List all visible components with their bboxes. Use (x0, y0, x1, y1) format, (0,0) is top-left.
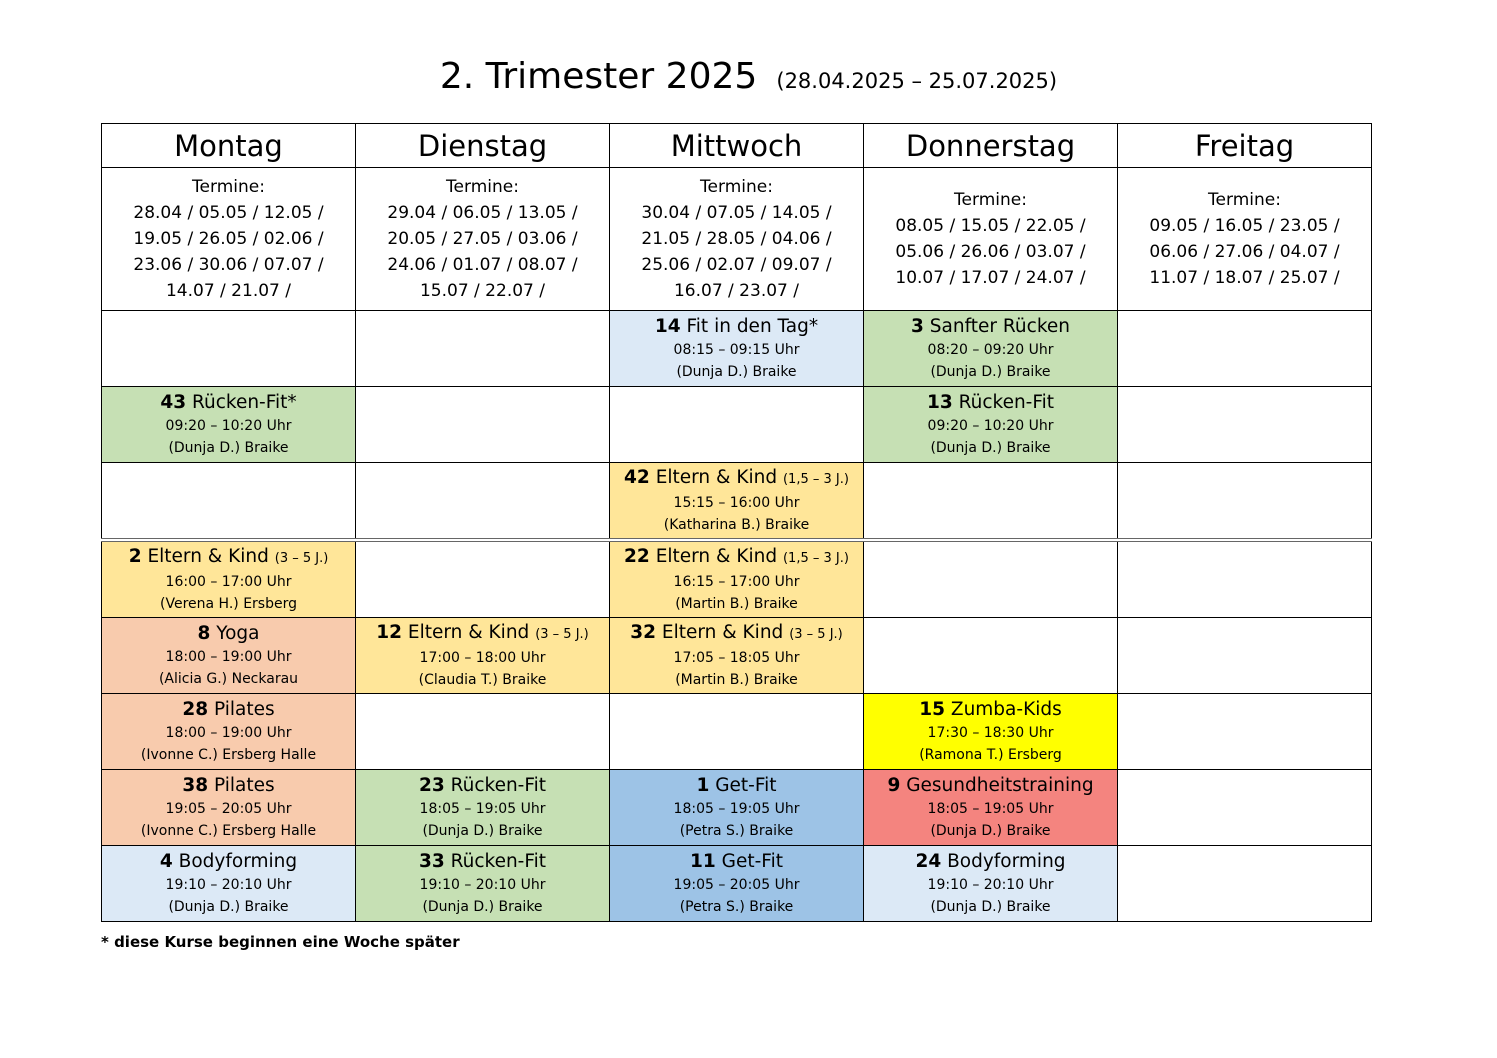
termine-dates-line: 08.05 / 15.05 / 22.05 / (895, 216, 1086, 236)
course-name: Get-Fit (721, 850, 783, 872)
empty-cell (864, 540, 1118, 618)
course-title (356, 621, 609, 647)
course-teacher: (Dunja D.) Braike (168, 898, 289, 915)
termine-cell (1118, 168, 1372, 311)
termine-dates-line: 23.06 / 30.06 / 07.07 / (133, 255, 324, 275)
empty-cell (1118, 311, 1372, 387)
course-time: 19:10 – 20:10 Uhr (419, 876, 546, 893)
course-cell (610, 540, 864, 618)
course-cell (610, 311, 864, 387)
course-time: 08:15 – 09:15 Uhr (673, 341, 800, 358)
empty-cell (356, 694, 610, 770)
course-number: 15 (919, 698, 945, 720)
course-time: 17:00 – 18:00 Uhr (419, 649, 546, 666)
course-cell (356, 618, 610, 694)
course-time: 18:00 – 19:00 Uhr (165, 648, 292, 665)
course-teacher: (Martin B.) Braike (675, 595, 798, 612)
course-name: Get-Fit (715, 774, 777, 796)
course-number: 8 (197, 622, 211, 644)
course-time: 16:00 – 17:00 Uhr (165, 573, 292, 590)
course-cell (864, 387, 1118, 463)
course-number: 2 (128, 545, 142, 567)
course-teacher: (Dunja D.) Braike (422, 822, 543, 839)
empty-cell (1118, 463, 1372, 541)
course-number: 43 (160, 391, 187, 413)
course-time: 18:05 – 19:05 Uhr (673, 800, 800, 817)
course-time: 17:05 – 18:05 Uhr (673, 649, 800, 666)
termine-row (102, 168, 1372, 311)
course-teacher: (Dunja D.) Braike (422, 898, 543, 915)
course-teacher: (Ivonne C.) Ersberg Halle (140, 746, 317, 763)
course-title (102, 622, 355, 646)
course-name: Rücken-Fit* (191, 391, 297, 413)
course-number: 3 (911, 315, 924, 337)
course-teacher: (Dunja D.) Braike (930, 822, 1051, 839)
termine-dates-line: 09.05 / 16.05 / 23.05 / (1149, 216, 1340, 236)
course-cell (102, 387, 356, 463)
course-number: 24 (915, 850, 942, 872)
course-name: Eltern & Kind (407, 621, 530, 643)
course-name: Rücken-Fit (450, 774, 547, 796)
empty-cell (356, 311, 610, 387)
course-title (864, 850, 1117, 874)
course-number: 14 (654, 315, 681, 337)
empty-cell (1118, 770, 1372, 846)
time-slot-row (102, 540, 1372, 618)
course-name: Gesundheitstraining (906, 774, 1094, 796)
course-age: (3 – 5 J.) (789, 626, 843, 642)
course-teacher: (Claudia T.) Braike (418, 671, 547, 688)
course-number: 12 (376, 621, 402, 643)
termine-cell (102, 168, 356, 311)
empty-cell (610, 694, 864, 770)
time-slot-row (102, 770, 1372, 846)
course-age: (3 – 5 J.) (274, 550, 329, 566)
course-teacher: (Dunja D.) Braike (676, 363, 797, 380)
course-teacher: (Dunja D.) Braike (930, 363, 1051, 380)
termine-dates-line: 15.07 / 22.07 / (419, 281, 545, 301)
course-title (102, 850, 355, 874)
footnote: * diese Kurse beginnen eine Woche später (101, 933, 460, 951)
time-slot-row (102, 618, 1372, 694)
course-name: Rücken-Fit (450, 850, 547, 872)
course-time: 08:20 – 09:20 Uhr (927, 341, 1054, 358)
course-time: 18:00 – 19:00 Uhr (165, 724, 292, 741)
time-slot-row (102, 311, 1372, 387)
course-name: Bodyforming (178, 850, 298, 872)
course-title (356, 850, 609, 874)
course-title (610, 850, 863, 874)
course-name: Eltern & Kind (655, 545, 778, 567)
course-cell (102, 770, 356, 846)
time-slot-row (102, 463, 1372, 541)
course-time: 09:20 – 10:20 Uhr (927, 417, 1054, 434)
termine-dates-line: 16.07 / 23.07 / (673, 281, 799, 301)
course-title (610, 466, 863, 492)
course-number: 4 (159, 850, 173, 872)
course-teacher: (Ivonne C.) Ersberg Halle (140, 822, 317, 839)
course-title (102, 774, 355, 798)
empty-cell (356, 540, 610, 618)
course-cell (102, 618, 356, 694)
course-teacher: (Dunja D.) Braike (930, 898, 1051, 915)
course-cell (102, 540, 356, 618)
termine-label: Termine: (446, 177, 519, 197)
time-slot-row (102, 387, 1372, 463)
course-time: 19:05 – 20:05 Uhr (673, 876, 800, 893)
termine-dates-line: 14.07 / 21.07 / (165, 281, 291, 301)
course-time: 19:10 – 20:10 Uhr (165, 876, 292, 893)
course-cell (864, 846, 1118, 922)
empty-cell (102, 311, 356, 387)
course-name: Eltern & Kind (655, 466, 778, 488)
empty-cell (1118, 387, 1372, 463)
termine-dates-line: 30.04 / 07.05 / 14.05 / (641, 203, 832, 223)
course-name: Bodyforming (947, 850, 1066, 872)
course-number: 32 (630, 621, 656, 643)
schedule-table (101, 123, 1372, 922)
course-number: 42 (624, 466, 650, 488)
termine-dates-line: 20.05 / 27.05 / 03.06 / (387, 229, 578, 249)
course-teacher: (Dunja D.) Braike (168, 439, 289, 456)
termine-dates-line: 19.05 / 26.05 / 02.06 / (133, 229, 324, 249)
course-title (102, 391, 355, 415)
course-cell (356, 770, 610, 846)
course-time: 17:30 – 18:30 Uhr (927, 724, 1054, 741)
course-time: 09:20 – 10:20 Uhr (165, 417, 292, 434)
course-title (864, 774, 1117, 798)
course-name: Fit in den Tag* (686, 315, 819, 337)
termine-dates-line: 06.06 / 27.06 / 04.07 / (1149, 242, 1340, 262)
course-cell (102, 846, 356, 922)
empty-cell (356, 387, 610, 463)
course-teacher: (Dunja D.) Braike (930, 439, 1051, 456)
date-range: (28.04.2025 – 25.07.2025) (776, 69, 1058, 93)
course-teacher: (Martin B.) Braike (675, 671, 798, 688)
course-number: 22 (624, 545, 650, 567)
course-number: 9 (887, 774, 901, 796)
course-name: Eltern & Kind (147, 545, 269, 567)
course-cell (610, 618, 864, 694)
day-header-montag: Montag (102, 124, 356, 168)
termine-dates-line: 28.04 / 05.05 / 12.05 / (133, 203, 324, 223)
course-teacher: (Petra S.) Braike (679, 822, 794, 839)
termine-cell (610, 168, 864, 311)
course-title (610, 545, 863, 571)
empty-cell (356, 463, 610, 541)
termine-label: Termine: (954, 190, 1027, 210)
course-age: (3 – 5 J.) (535, 626, 589, 642)
page-title (0, 56, 1497, 97)
course-cell (356, 846, 610, 922)
day-header-freitag: Freitag (1118, 124, 1372, 168)
course-name: Pilates (214, 774, 275, 796)
course-number: 33 (418, 850, 445, 872)
course-name: Zumba-Kids (950, 698, 1062, 720)
termine-dates-line: 29.04 / 06.05 / 13.05 / (387, 203, 578, 223)
course-age: (1,5 – 3 J.) (782, 471, 849, 487)
empty-cell (102, 463, 356, 541)
termine-dates-line: 10.07 / 17.07 / 24.07 / (895, 268, 1086, 288)
empty-cell (610, 387, 864, 463)
course-age: (1,5 – 3 J.) (782, 550, 849, 566)
empty-cell (1118, 618, 1372, 694)
course-title (610, 621, 863, 647)
course-title (356, 774, 609, 798)
termine-label: Termine: (192, 177, 265, 197)
course-cell (610, 846, 864, 922)
time-slot-row (102, 694, 1372, 770)
time-slot-row (102, 846, 1372, 922)
termine-label: Termine: (700, 177, 773, 197)
title-text: 2. Trimester 2025 (439, 56, 758, 97)
course-number: 38 (182, 774, 209, 796)
course-teacher: (Katharina B.) Braike (663, 516, 810, 533)
course-teacher: (Verena H.) Ersberg (160, 595, 297, 612)
day-header-dienstag: Dienstag (356, 124, 610, 168)
course-teacher: (Alicia G.) Neckarau (158, 670, 299, 687)
course-time: 19:10 – 20:10 Uhr (927, 876, 1054, 893)
course-number: 1 (696, 774, 710, 796)
course-cell (864, 770, 1118, 846)
course-teacher: (Petra S.) Braike (679, 898, 794, 915)
termine-dates-line: 11.07 / 18.07 / 25.07 / (1149, 268, 1340, 288)
course-name: Eltern & Kind (661, 621, 784, 643)
day-header-row (102, 124, 1372, 168)
termine-dates-line: 05.06 / 26.06 / 03.07 / (895, 242, 1086, 262)
course-number: 23 (418, 774, 445, 796)
empty-cell (1118, 694, 1372, 770)
termine-cell (356, 168, 610, 311)
day-header-donnerstag: Donnerstag (864, 124, 1118, 168)
course-number: 13 (926, 391, 953, 413)
termine-dates-line: 25.06 / 02.07 / 09.07 / (641, 255, 832, 275)
course-title (102, 698, 355, 722)
course-time: 18:05 – 19:05 Uhr (927, 800, 1054, 817)
course-name: Yoga (216, 622, 260, 644)
termine-dates-line: 24.06 / 01.07 / 08.07 / (387, 255, 578, 275)
empty-cell (1118, 846, 1372, 922)
course-cell (864, 311, 1118, 387)
termine-label: Termine: (1208, 190, 1281, 210)
course-number: 11 (690, 850, 716, 872)
termine-dates-line: 21.05 / 28.05 / 04.06 / (641, 229, 832, 249)
course-cell (610, 770, 864, 846)
course-time: 18:05 – 19:05 Uhr (419, 800, 546, 817)
course-title (864, 391, 1117, 415)
course-title (610, 774, 863, 798)
course-time: 19:05 – 20:05 Uhr (165, 800, 292, 817)
course-time: 15:15 – 16:00 Uhr (673, 494, 800, 511)
empty-cell (864, 463, 1118, 541)
day-header-mittwoch: Mittwoch (610, 124, 864, 168)
course-title (610, 315, 863, 339)
termine-cell (864, 168, 1118, 311)
course-title (102, 545, 355, 571)
empty-cell (864, 618, 1118, 694)
course-time: 16:15 – 17:00 Uhr (673, 573, 800, 590)
empty-cell (1118, 540, 1372, 618)
course-name: Sanfter Rücken (929, 315, 1070, 337)
course-number: 28 (182, 698, 209, 720)
course-title (864, 698, 1117, 722)
course-teacher: (Ramona T.) Ersberg (919, 746, 1062, 763)
course-cell (864, 694, 1118, 770)
course-cell (102, 694, 356, 770)
course-title (864, 315, 1117, 339)
course-name: Pilates (214, 698, 275, 720)
course-name: Rücken-Fit (958, 391, 1055, 413)
course-cell (610, 463, 864, 541)
